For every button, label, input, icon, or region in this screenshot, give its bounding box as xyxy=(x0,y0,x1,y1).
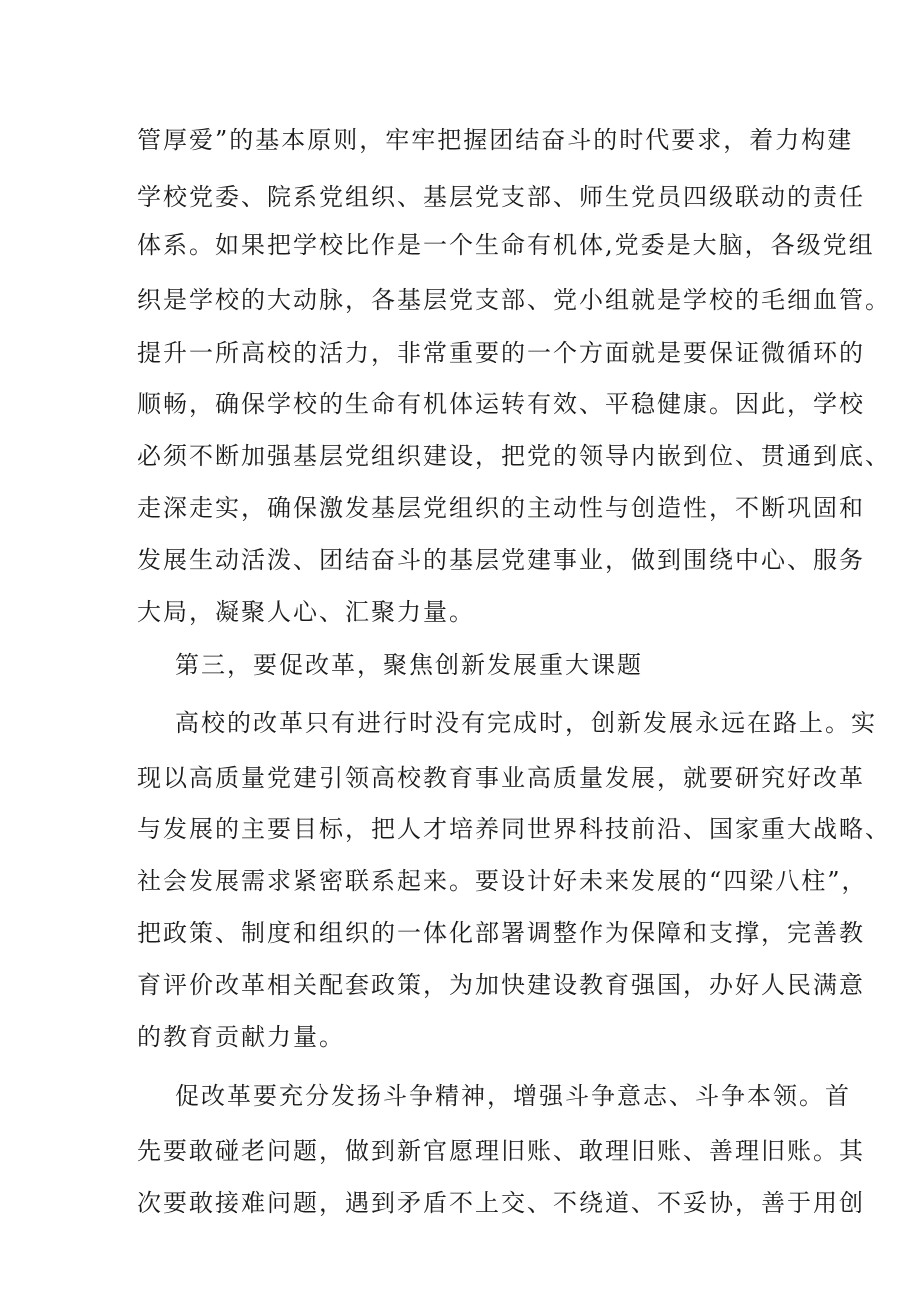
paragraph-2-line: 社会发展需求紧密联系起来。要设计好未来发展的“四梁八柱”， xyxy=(137,867,868,895)
paragraph-2-line: 与发展的主要目标，把人才培养同世界科技前沿、国家重大战略、 xyxy=(137,815,891,843)
paragraph-1-line: 必须不断加强基层党组织建设，把党的领导内嵌到位、贯通到底、 xyxy=(137,442,891,470)
paragraph-1-line: 织是学校的大动脉，各基层党支部、党小组就是学校的毛细血管。 xyxy=(137,286,891,314)
paragraph-1-line: 大局，凝聚人心、汇聚力量。 xyxy=(137,598,475,626)
paragraph-1-line: 顺畅，确保学校的生命有机体运转有效、平稳健康。因此，学校 xyxy=(137,390,865,418)
section-heading: 第三，要促改革，聚焦创新发展重大课题 xyxy=(175,651,643,679)
paragraph-2-line: 的教育贡献力量。 xyxy=(137,1023,345,1051)
paragraph-2-line: 高校的改革只有进行时没有完成时，创新发展永远在路上。实 xyxy=(175,709,877,737)
paragraph-3-line: 次要敢接难问题，遇到矛盾不上交、不绕道、不妥协，善于用创 xyxy=(137,1189,865,1217)
paragraph-2-line: 把政策、制度和组织的一体化部署调整作为保障和支撑，完善教 xyxy=(137,919,865,947)
paragraph-3-line: 促改革要充分发扬斗争精神，增强斗争意志、斗争本领。首 xyxy=(175,1082,851,1110)
paragraph-1-line: 学校党委、院系党组织、基层党支部、师生党员四级联动的责任 xyxy=(137,183,865,211)
paragraph-1-line: 走深走实，确保激发基层党组织的主动性与创造性，不断巩固和 xyxy=(137,494,865,522)
paragraph-2-line: 现以高质量党建引领高校教育事业高质量发展，就要研究好改革 xyxy=(137,764,865,792)
paragraph-1-line: 管厚爱”的基本原则，牢牢把握团结奋斗的时代要求，着力构建 xyxy=(137,126,854,154)
paragraph-1-line: 发展生动活泼、团结奋斗的基层党建事业，做到围绕中心、服务 xyxy=(137,546,865,574)
paragraph-3-line: 先要敢碰老问题，做到新官愿理旧账、敢理旧账、善理旧账。其 xyxy=(137,1137,865,1165)
paragraph-1-line: 提升一所高校的活力，非常重要的一个方面就是要保证微循环的 xyxy=(137,339,865,367)
paragraph-2-line: 育评价改革相关配套政策，为加快建设教育强国，办好人民满意 xyxy=(137,971,865,999)
paragraph-1-line: 体系。如果把学校比作是一个生命有机体,党委是大脑，各级党组 xyxy=(137,231,875,259)
